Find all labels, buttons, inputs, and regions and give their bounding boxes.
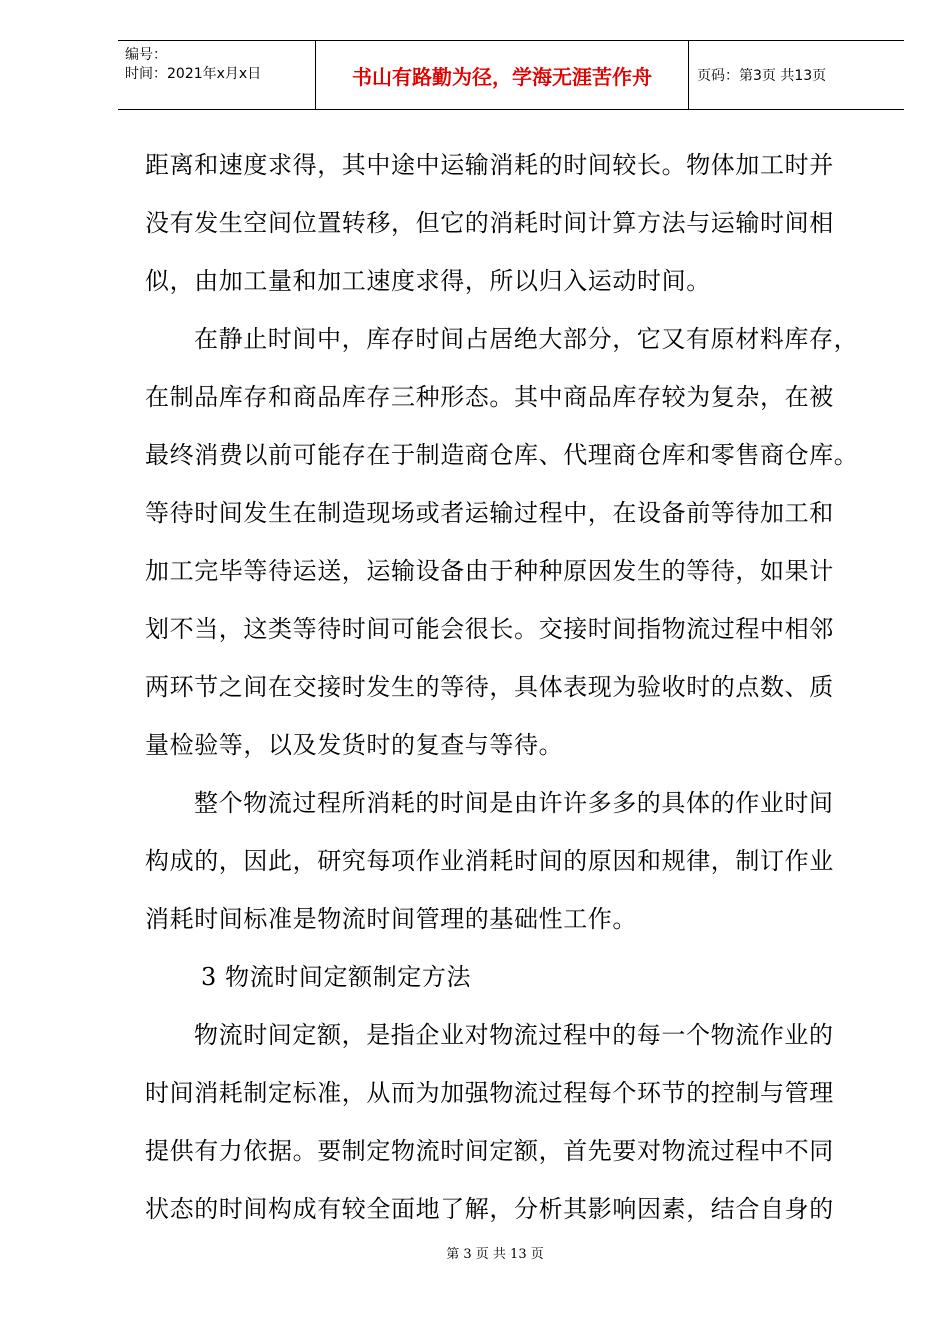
text-line: 等待时间发生在制造现场或者运输过程中，在设备前等待加工和 xyxy=(145,499,834,527)
header-page-info: 页码：第3页 共13页 xyxy=(697,68,827,84)
time-label: 时间：2021年x月x日 xyxy=(125,66,262,82)
text-line: 物流时间定额，是指企业对物流过程中的每一个物流作业的 xyxy=(194,1021,834,1049)
section-heading: 3 物流时间定额制定方法 xyxy=(201,963,472,991)
text-line: 时间消耗制定标准，从而为加强物流过程每个环节的控制与管理 xyxy=(145,1079,834,1107)
text-line: 两环节之间在交接时发生的等待，具体表现为验收时的点数、质 xyxy=(145,673,834,701)
text-line: 在制品库存和商品库存三种形态。其中商品库存较为复杂，在被 xyxy=(145,383,834,411)
text-line: 整个物流过程所消耗的时间是由许许多多的具体的作业时间 xyxy=(194,789,834,817)
text-line: 最终消费以前可能存在于制造商仓库、代理商仓库和零售商仓库。 xyxy=(145,441,859,469)
text-line: 消耗时间标准是物流时间管理的基础性工作。 xyxy=(145,905,637,933)
text-line: 在静止时间中，库存时间占居绝大部分，它又有原材料库存， xyxy=(194,325,859,353)
text-line: 状态的时间构成有较全面地了解，分析其影响因素，结合自身的 xyxy=(145,1195,834,1223)
text-line: 没有发生空间位置转移，但它的消耗时间计算方法与运输时间相 xyxy=(145,209,834,237)
number-label: 编号： xyxy=(125,47,167,63)
document-body xyxy=(145,136,865,1238)
text-line: 划不当，这类等待时间可能会很长。交接时间指物流过程中相邻 xyxy=(145,615,834,643)
header-motto: 书山有路勤为径，学海无涯苦作舟 xyxy=(315,41,689,109)
page-header xyxy=(118,40,904,110)
text-line: 加工完毕等待运送，运输设备由于种种原因发生的等待，如果计 xyxy=(145,557,834,585)
text-line: 似，由加工量和加工速度求得，所以归入运动时间。 xyxy=(145,267,711,295)
header-meta xyxy=(118,41,315,109)
text-line: 距离和速度求得，其中途中运输消耗的时间较长。物体加工时并 xyxy=(145,151,834,179)
text-line: 量检验等，以及发货时的复查与等待。 xyxy=(145,731,564,759)
text-line: 构成的，因此，研究每项作业消耗时间的原因和规律，制订作业 xyxy=(145,847,834,875)
text-line: 提供有力依据。要制定物流时间定额，首先要对物流过程中不同 xyxy=(145,1137,834,1165)
page-footer: 第 3 页 共 13 页 xyxy=(446,1247,544,1262)
